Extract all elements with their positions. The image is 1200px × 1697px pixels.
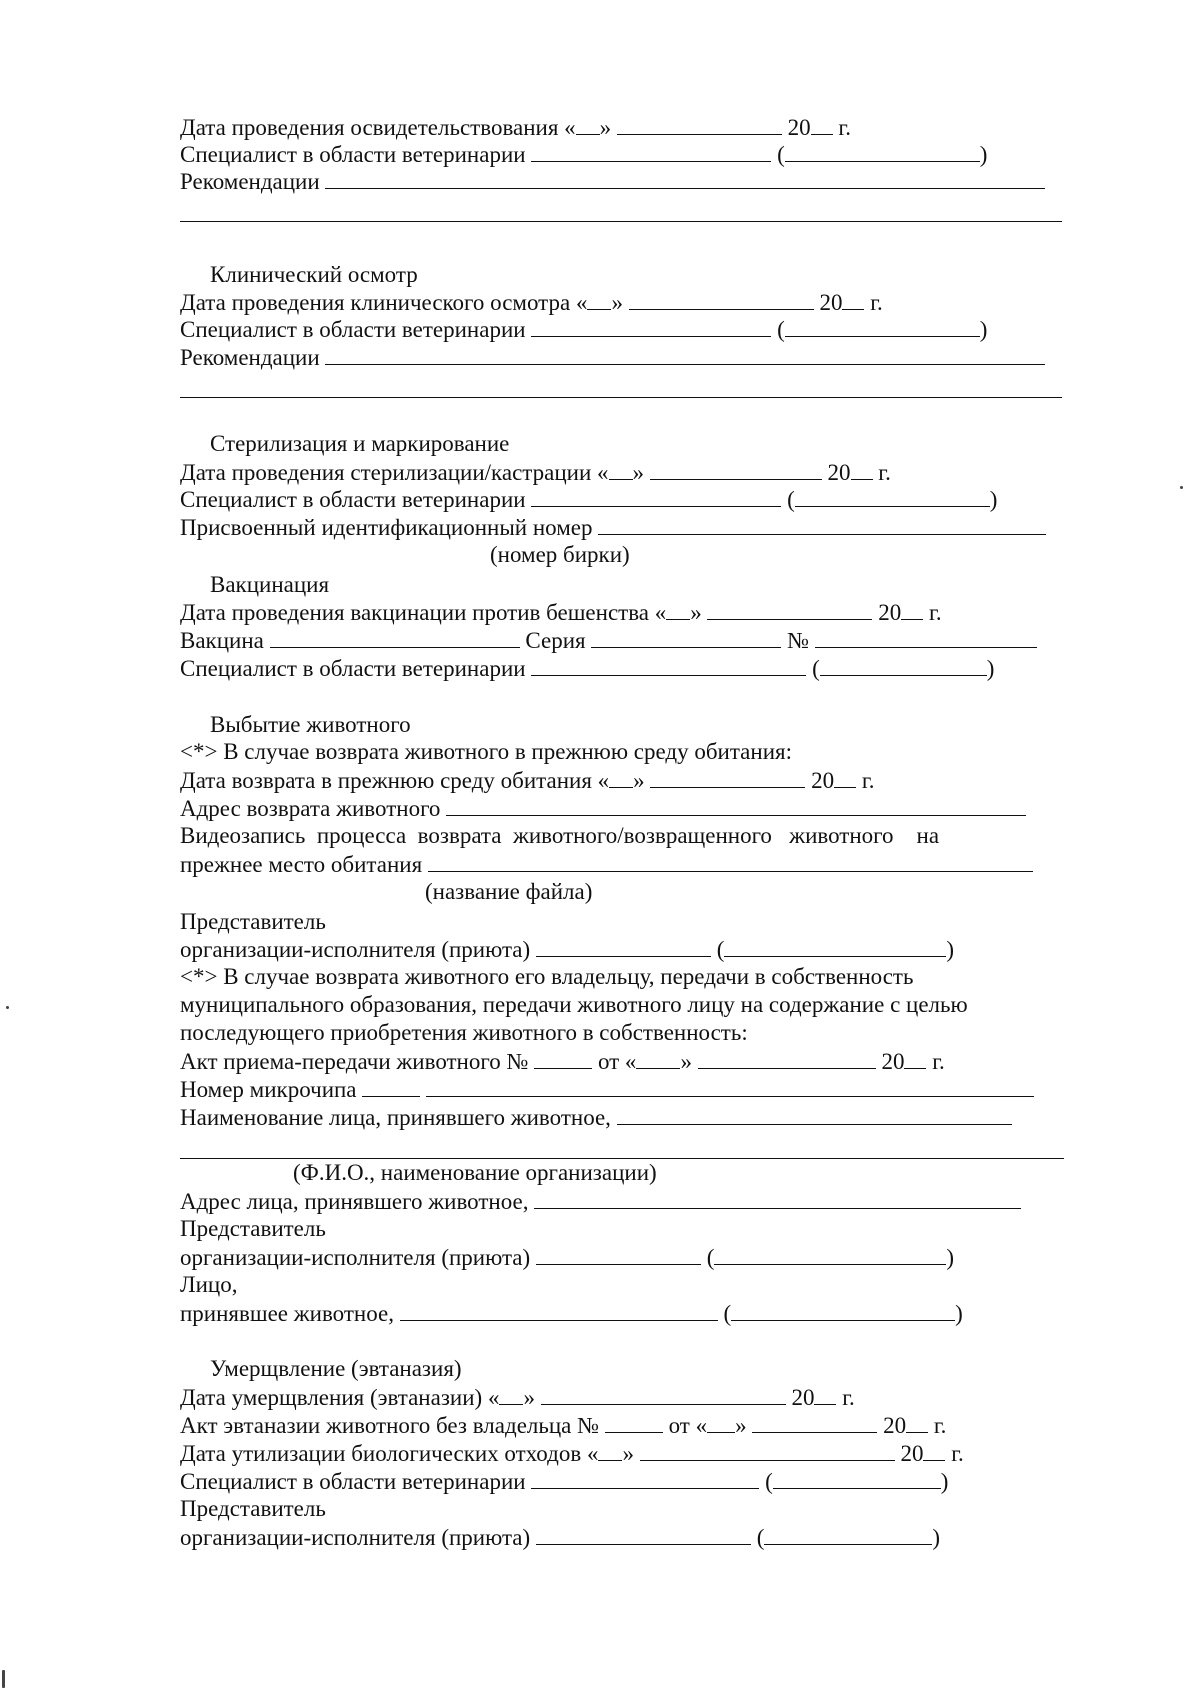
s3-date-label: Дата проведения стерилизации/кастрации « [180, 460, 609, 485]
s5-address-label: Адрес возврата животного [180, 796, 441, 821]
s5-name-caption: (Ф.И.О., наименование организации) [293, 1160, 657, 1185]
s6-year-field[interactable] [814, 1383, 836, 1405]
s2-specialist-name-field[interactable] [785, 315, 980, 337]
s5-rep-label-1: Представитель [180, 909, 326, 934]
s4-day-field[interactable] [666, 598, 690, 620]
s5-return-date-label: Дата возврата в прежнюю среду обитания « [180, 768, 610, 793]
s4-number-field[interactable] [815, 626, 1037, 648]
s3-specialist-label: Специалист в области ветеринарии [180, 487, 526, 512]
s5-address-line [180, 794, 1026, 822]
s3-id-field[interactable] [598, 513, 1046, 535]
s5-microchip-field-b[interactable] [426, 1075, 1034, 1097]
s5-receiver-address-field[interactable] [534, 1187, 1021, 1209]
s2-date-line: Дата проведения клинического осмотра « » 20 г. [180, 290, 883, 315]
s5-act-day-field[interactable] [636, 1047, 680, 1069]
s6-specialist-line: Специалист в области ветеринарии ( ) [180, 1469, 949, 1494]
s2-month-field[interactable] [629, 288, 814, 310]
s5-video-line2 [180, 850, 1033, 878]
s6-specialist-name-field[interactable] [773, 1467, 941, 1489]
s5-video-filename-field[interactable] [428, 850, 1033, 872]
s5-return-date-line: Дата возврата в прежнюю среду обитания « » 20 г. [180, 768, 875, 793]
s4-specialist-name-field[interactable] [820, 654, 987, 676]
s5-microchip-label: Номер микрочипа [180, 1077, 357, 1102]
s5-act-line: Акт приема-передачи животного № от « » 20 г. [180, 1049, 945, 1074]
s2-recommendations-field[interactable] [325, 343, 1045, 365]
s5-rep-label-2: Представитель [180, 1216, 326, 1241]
s2-recommendations-line [180, 343, 1045, 371]
s6-heading: Умерщвление (эвтаназия) [210, 1356, 462, 1381]
s6-disposal-year-field[interactable] [923, 1439, 945, 1461]
s1-recommendations-field[interactable] [325, 167, 1045, 189]
s6-act-number-field[interactable] [605, 1411, 663, 1433]
s5-person-name-field[interactable] [731, 1299, 955, 1321]
s3-specialist-line: Специалист в области ветеринарии ( ) [180, 487, 998, 512]
s5-act-number-field[interactable] [534, 1047, 592, 1069]
s3-specialist-name-field[interactable] [795, 485, 990, 507]
s1-recommendations-extra-line[interactable] [180, 221, 1062, 222]
s1-specialist-name-field[interactable] [785, 140, 980, 162]
s6-disposal-line: Дата утилизации биологических отходов « » 20 г. [180, 1441, 964, 1466]
s2-year-field[interactable] [842, 288, 864, 310]
scan-speck [1180, 486, 1183, 489]
s5-receiver-name-field[interactable] [617, 1103, 1012, 1125]
s6-date-line: Дата умерщвления (эвтаназии) « » 20 г. [180, 1385, 855, 1410]
s1-specialist-label: Специалист в области ветеринарии [180, 142, 526, 167]
s5-receiver-address-line [180, 1187, 1021, 1215]
s6-disposal-day-field[interactable] [598, 1439, 622, 1461]
s6-rep-line: организации-исполнителя (приюта) ( ) [180, 1525, 941, 1550]
s5-person-received-label: принявшее животное, [180, 1301, 394, 1326]
s5-file-caption: (название файла) [425, 879, 593, 904]
s3-date-line: Дата проведения стерилизации/кастрации « » 20 г. [180, 460, 891, 485]
s2-day-field[interactable] [587, 288, 611, 310]
s5-address-field[interactable] [446, 794, 1026, 816]
s4-specialist-line: Специалист в области ветеринарии ( ) [180, 656, 995, 681]
s6-rep-name-field[interactable] [764, 1523, 932, 1545]
s3-specialist-signature-field[interactable] [531, 485, 781, 507]
s5-person-signature-field[interactable] [400, 1299, 718, 1321]
s2-recommendations-extra-line[interactable] [180, 397, 1062, 398]
s2-recommendations-label: Рекомендации [180, 345, 320, 370]
s5-receiver-name-line [180, 1103, 1012, 1131]
s3-year-field[interactable] [851, 458, 873, 480]
s5-video-line1: Видеозапись процесса возврата животного/возвращенного животного на [180, 823, 940, 848]
s6-act-label: Акт эвтаназии животного без владельца № [180, 1413, 600, 1438]
s4-vaccine-label: Вакцина [180, 628, 264, 653]
s4-series-field[interactable] [591, 626, 781, 648]
s5-person-line: принявшее животное, ( ) [180, 1301, 963, 1326]
s5-microchip-line [180, 1075, 1034, 1103]
s4-heading: Вакцинация [210, 572, 330, 597]
s6-day-field[interactable] [499, 1383, 523, 1405]
s5-return-year-field[interactable] [834, 766, 856, 788]
s4-year-field[interactable] [901, 598, 923, 620]
s6-act-day-field[interactable] [707, 1411, 735, 1433]
s3-day-field[interactable] [609, 458, 633, 480]
s6-act-year-field[interactable] [906, 1411, 928, 1433]
s1-month-field[interactable] [617, 113, 782, 135]
s5-return-day-field[interactable] [609, 766, 633, 788]
s1-recommendations-line [180, 167, 1045, 195]
s6-act-month-field[interactable] [752, 1411, 877, 1433]
scan-speck [2, 1670, 5, 1688]
s1-date-label: Дата проведения освидетельствования « [180, 115, 576, 140]
s5-rep-signature-field-2[interactable] [536, 1243, 701, 1265]
s6-disposal-label: Дата утилизации биологических отходов « [180, 1441, 599, 1466]
s5-heading: Выбытие животного [210, 712, 411, 737]
s4-vaccine-line [180, 626, 1037, 654]
s1-day-field[interactable] [576, 113, 600, 135]
s5-rep-signature-field-1[interactable] [536, 935, 711, 957]
s5-act-label: Акт приема-передачи животного № [180, 1049, 529, 1074]
s6-rep-label: Представитель [180, 1496, 326, 1521]
s3-id-line [180, 513, 1046, 541]
s5-return-month-field[interactable] [650, 766, 805, 788]
s4-series-label: Серия [525, 628, 586, 653]
s4-specialist-signature-field[interactable] [531, 654, 806, 676]
s3-id-label: Присвоенный идентификационный номер [180, 515, 593, 540]
s3-id-caption: (номер бирки) [490, 542, 630, 567]
s5-video-label: прежнее место обитания [180, 852, 423, 877]
s6-rep-signature-field[interactable] [536, 1523, 751, 1545]
scan-speck [6, 1006, 9, 1009]
s5-act-month-field[interactable] [698, 1047, 876, 1069]
s4-month-field[interactable] [707, 598, 872, 620]
s5-owner-note-1: <*> В случае возврата животного его владельцу, передачи в собственность [180, 964, 914, 989]
s6-rep-org-label: организации-исполнителя (приюта) [180, 1525, 531, 1550]
s5-rep-line-1: организации-исполнителя (приюта) ( ) [180, 937, 955, 962]
s4-date-label: Дата проведения вакцинации против бешенства « [180, 600, 667, 625]
s6-specialist-signature-field[interactable] [531, 1467, 759, 1489]
s5-act-year-field[interactable] [904, 1047, 926, 1069]
s3-month-field[interactable] [650, 458, 822, 480]
s5-owner-note-3: последующего приобретения животного в собственность: [180, 1020, 748, 1045]
s6-specialist-label: Специалист в области ветеринарии [180, 1469, 526, 1494]
s5-rep-name-field-1[interactable] [724, 935, 946, 957]
s3-heading: Стерилизация и маркирование [210, 431, 510, 456]
s5-rep-org-label-2: организации-исполнителя (приюта) [180, 1245, 531, 1270]
s5-person-label: Лицо, [180, 1272, 238, 1297]
s2-specialist-label: Специалист в области ветеринарии [180, 317, 526, 342]
s2-specialist-signature-field[interactable] [531, 315, 771, 337]
s4-number-label: № [787, 628, 810, 653]
s6-date-label: Дата умерщвления (эвтаназии) « [180, 1385, 500, 1410]
s2-heading: Клинический осмотр [210, 262, 418, 287]
s1-year-field[interactable] [811, 113, 833, 135]
s1-specialist-line: Специалист в области ветеринарии ( ) [180, 142, 988, 167]
s4-date-line: Дата проведения вакцинации против бешенства « » 20 г. [180, 600, 942, 625]
s5-rep-org-label-1: организации-исполнителя (приюта) [180, 937, 531, 962]
s6-disposal-month-field[interactable] [640, 1439, 895, 1461]
s1-date-line: Дата проведения освидетельствования « » 20 г. [180, 115, 851, 140]
s5-rep-name-field-2[interactable] [714, 1243, 946, 1265]
s5-rep-line-2: организации-исполнителя (приюта) ( ) [180, 1245, 955, 1270]
s5-return-note: <*> В случае возврата животного в прежнюю среду обитания: [180, 739, 792, 764]
s1-recommendations-label: Рекомендации [180, 169, 320, 194]
s2-date-label: Дата проведения клинического осмотра « [180, 290, 588, 315]
s5-receiver-name-label: Наименование лица, принявшего животное, [180, 1105, 611, 1130]
s4-specialist-label: Специалист в области ветеринарии [180, 656, 526, 681]
s1-specialist-signature-field[interactable] [531, 140, 771, 162]
s4-vaccine-field[interactable] [270, 626, 520, 648]
s6-month-field[interactable] [541, 1383, 786, 1405]
s5-microchip-field-a[interactable] [362, 1075, 420, 1097]
s2-specialist-line: Специалист в области ветеринарии ( ) [180, 317, 988, 342]
s5-owner-note-2: муниципального образования, передачи животного лицу на содержание с целью [180, 992, 968, 1017]
s5-receiver-address-label: Адрес лица, принявшего животное, [180, 1189, 529, 1214]
s6-act-line: Акт эвтаназии животного без владельца № от « » 20 г. [180, 1413, 947, 1438]
